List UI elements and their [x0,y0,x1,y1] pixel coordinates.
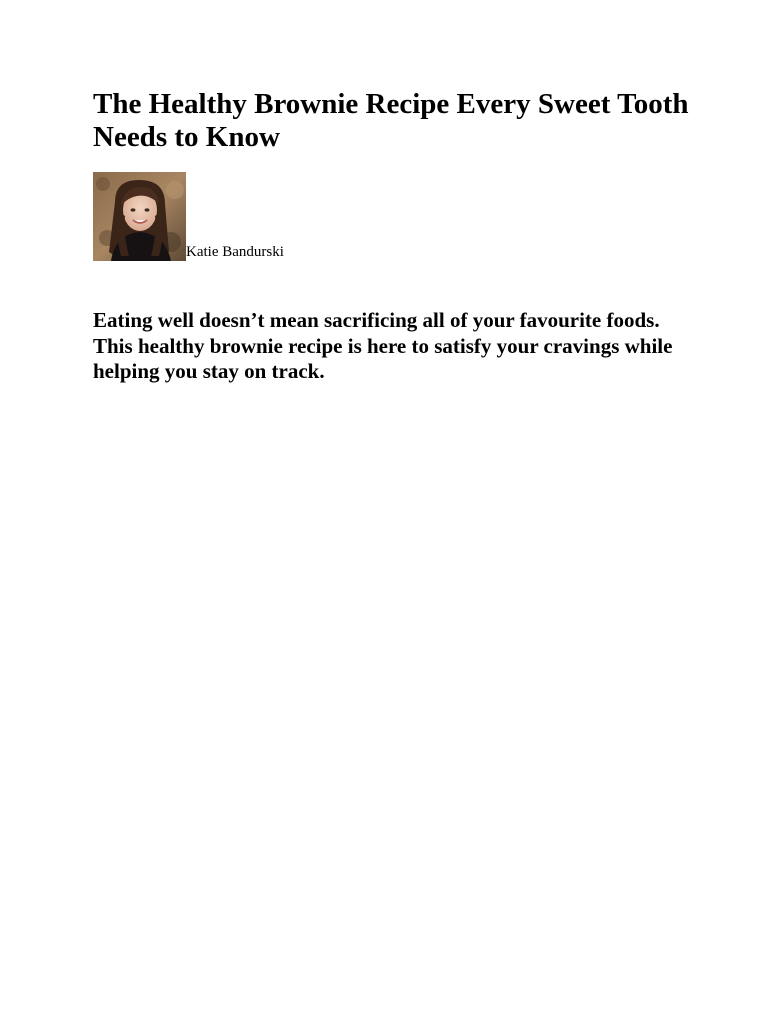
article-lede: Eating well doesn’t mean sacrificing all of your favourite foods. This healthy brownie recipe is here to satisfy your cravings while helping you stay on track. [93,308,673,383]
article-title: The Healthy Brownie Recipe Every Sweet Tooth Needs to Know [93,88,689,153]
author-byline [93,171,284,261]
author-name[interactable]: Katie Bandurski [186,244,284,260]
author-avatar [93,172,186,261]
